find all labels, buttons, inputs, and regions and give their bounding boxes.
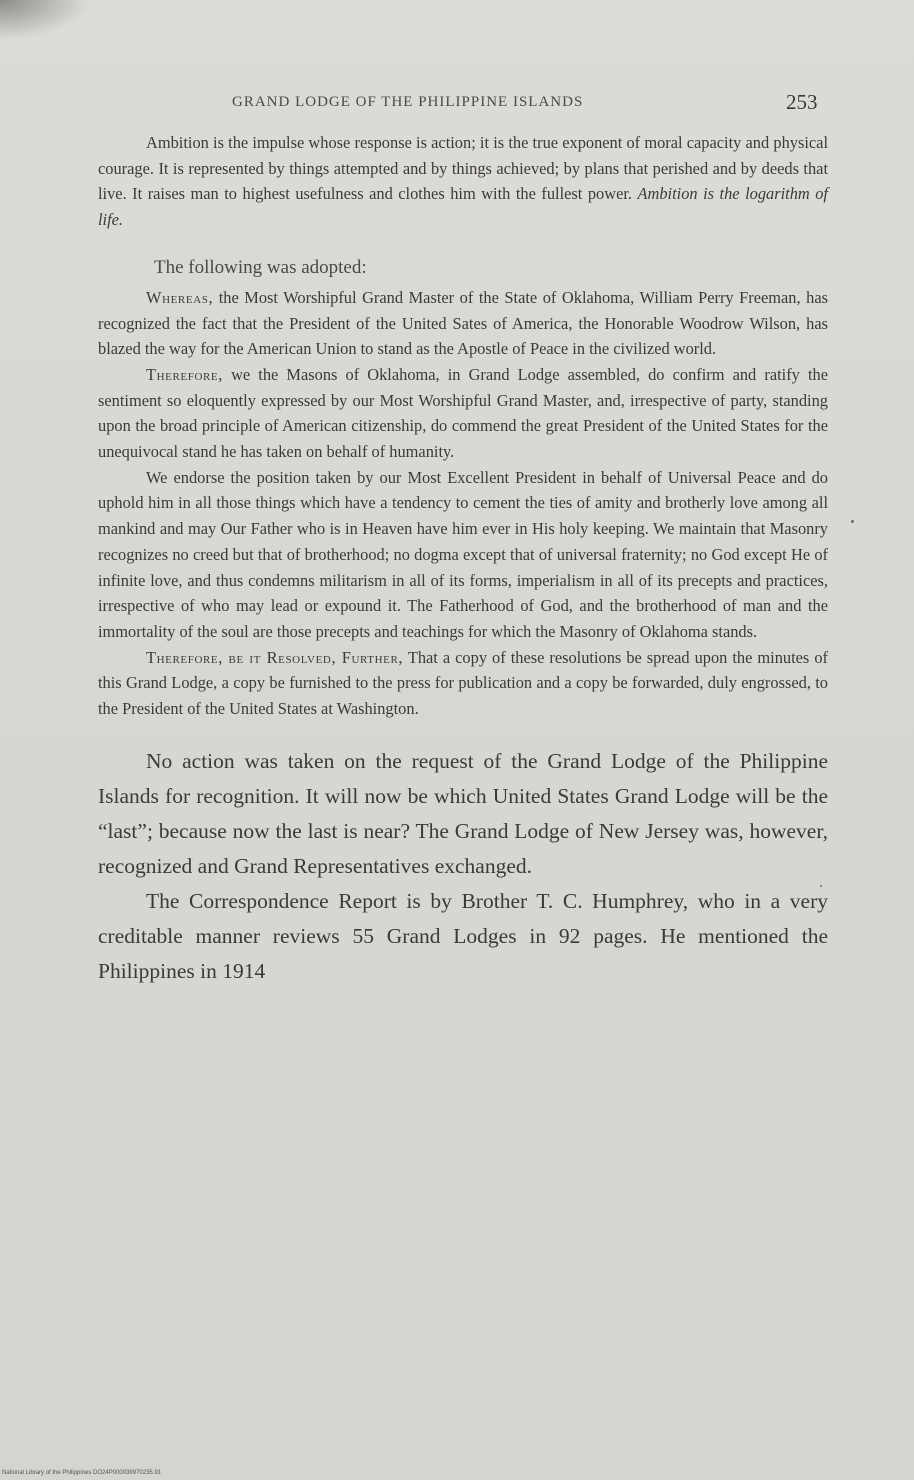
scan-shadow <box>0 0 90 40</box>
resolved-text: That a copy of these resolutions be spread upon the minutes of this Grand Lodge, a copy be furnished to the press for publication and a copy be forwarded, duly engrossed, to the President of the United States at Washington. <box>98 647 828 719</box>
page-body <box>98 130 828 989</box>
whereas-paragraph <box>98 285 828 362</box>
ambition-text: Ambition is the impulse whose response is action; it is the true exponent of moral capacity and physical courage. It is represented by things attempted and by things achieved; by plans that perished and by deeds that live. It raises man to highest usefulness and clothes him with the fullest power. <box>98 133 828 204</box>
ambition-paragraph <box>98 130 828 233</box>
adopted-heading: The following was adopted: <box>154 256 367 278</box>
endorse-paragraph: We endorse the position taken by our Most Excellent President in behalf of Universal Peace and do uphold him in all those things which have a tendency to cement the ties of amity and brotherly love among all mankind and may Our Father who is in Heaven have him ever in His holy keeping. We maintain that Masonry recognizes no creed but that of brotherhood; no dogma except that of universal fraternity; no God except He of infinite love, and thus condemns militarism in all of its forms, imperialism in all of its precepts and practices, irrespective of who may lead or expound it. The Fatherhood of God, and the brotherhood of man and the immortality of the soul are those precepts and teachings for which the Masonry of Oklahoma stands. <box>98 467 828 641</box>
page-number: 253 <box>786 90 818 114</box>
correspondence-paragraph: The Correspondence Report is by Brother T. C. Humphrey, who in a very creditable manner reviews 55 Grand Lodges in 92 pages. He mentioned the Philippines in 1914 <box>98 888 828 983</box>
running-head: GRAND LODGE OF THE PHILIPPINE ISLANDS <box>232 94 584 110</box>
therefore-text: we the Masons of Oklahoma, in Grand Lodge assembled, do confirm and ratify the sentiment so eloquently expressed by our Most Worshipful Grand Master, and, irrespective of party, standing upon the broad principle of American citizenship, do commend the great President of the United States for the unequivocal stand he has taken on behalf of humanity. <box>98 364 828 462</box>
library-stamp: National Library of the Philippines DO24P000039970235.91 <box>2 1470 162 1476</box>
whereas-lead: Whereas, <box>146 287 214 307</box>
resolved-paragraph <box>98 645 828 722</box>
no-action-paragraph: No action was taken on the request of the Grand Lodge of the Philippine Islands for recognition. It will now be which United States Grand Lodge will be the “last”; because now the last is near? The Grand Lodge of New Jersey was, however, recognized and Grand Representatives exchanged. <box>98 748 828 878</box>
therefore-paragraph <box>98 362 828 465</box>
page-header <box>0 90 914 120</box>
resolved-lead: Therefore, be it Resolved, Further, <box>146 647 404 667</box>
therefore-lead: Therefore, <box>146 364 223 384</box>
ambition-emphasis: Ambition is the logarithm of life. <box>98 184 828 230</box>
scan-speck <box>820 885 822 887</box>
scan-speck <box>851 520 854 523</box>
whereas-text: the Most Worshipful Grand Master of the State of Oklahoma, William Perry Freeman, has recognized the fact that the President of the United Sates of America, the Honorable Woodrow Wilson, has blazed the way for the American Union to stand as the Apostle of Peace in the civilized world. <box>98 287 828 359</box>
